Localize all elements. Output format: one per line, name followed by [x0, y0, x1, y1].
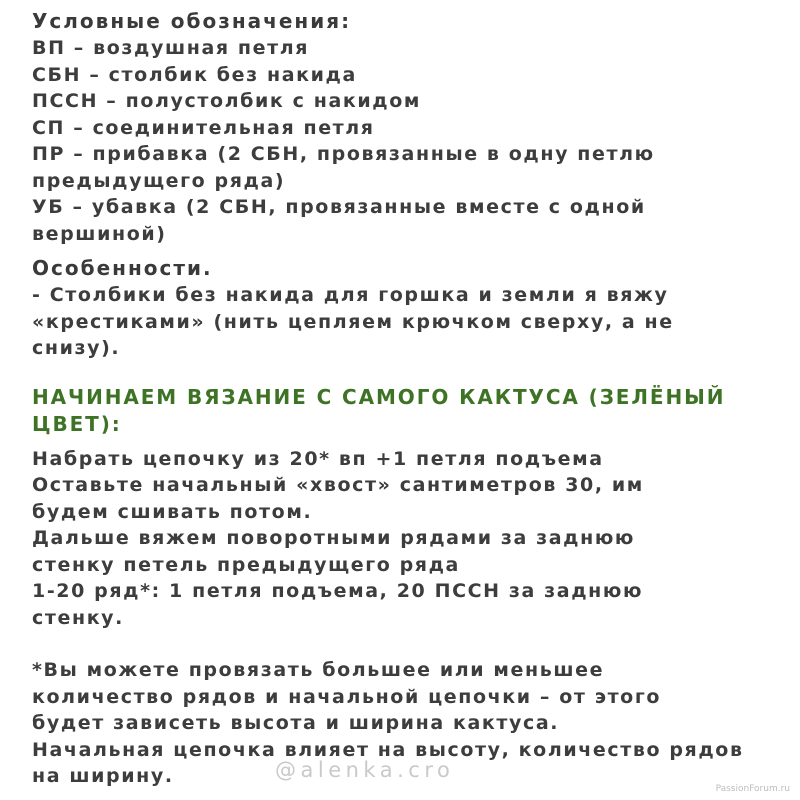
features-line: - Столбики без накида для горшка и земли я вяжу [32, 284, 669, 306]
legend-item: УБ – убавка (2 СБН, провязанные вместе с одной [32, 196, 646, 218]
note-line: будет зависеть высота и ширина кактуса. [32, 712, 560, 734]
section-line: 1-20 ряд*: 1 петля подъема, 20 ПССН за заднюю [32, 580, 644, 602]
legend-item: предыдущего ряда) [32, 169, 286, 192]
features-line: «крестиками» (нить цепляем крючком сверху, а не [32, 310, 674, 333]
legend-item: ПР – прибавка (2 СБН, провязанные в одну петлю [32, 143, 655, 165]
section-line: Набрать цепочку из 20* вп +1 петля подъема [32, 447, 604, 470]
section-title-line: ЦВЕТ): [32, 411, 122, 436]
section-title-line: НАЧИНАЕМ ВЯЗАНИЕ С САМОГО КАКТУСА (ЗЕЛЁНЫЙ [32, 384, 726, 409]
section-title [32, 384, 792, 438]
note-line: *Вы можете провязать большее или меньшее [32, 659, 605, 681]
instructions-page [32, 8, 792, 790]
spacer [32, 631, 792, 657]
features-text [32, 282, 792, 362]
legend-item: СБН – столбик без накида [32, 63, 357, 86]
legend-item: вершиной) [32, 222, 167, 245]
section-line: стенку петель предыдущего ряда [32, 553, 460, 576]
site-watermark: PassionForum.ru [715, 784, 790, 794]
author-watermark: @alenka.cro [275, 758, 455, 782]
section-line: будем сшивать потом. [32, 500, 313, 523]
note-line: на ширину. [32, 765, 174, 787]
legend-list [32, 35, 792, 247]
features-title: Особенности. [32, 256, 213, 280]
legend-item: ПССН – полустолбик с накидом [32, 90, 421, 112]
legend-item: ВП – воздушная петля [32, 37, 310, 59]
features-line: снизу). [32, 337, 121, 359]
spacer [32, 438, 792, 446]
section-line: Дальше вяжем поворотными рядами за заднюю [32, 527, 635, 549]
note-line: количество рядов и начальной цепочки – от этого [32, 685, 662, 708]
section-text [32, 446, 792, 632]
spacer [32, 247, 792, 255]
section-line: Оставьте начальный «хвост» сантиметров 30, им [32, 474, 644, 496]
spacer [32, 362, 792, 384]
note-line: Начальная цепочка влияет на высоту, количество рядов [32, 738, 744, 761]
legend-item: СП – соединительная петля [32, 116, 375, 139]
legend-title: Условные обозначения: [32, 9, 352, 33]
section-line: стенку. [32, 606, 124, 629]
